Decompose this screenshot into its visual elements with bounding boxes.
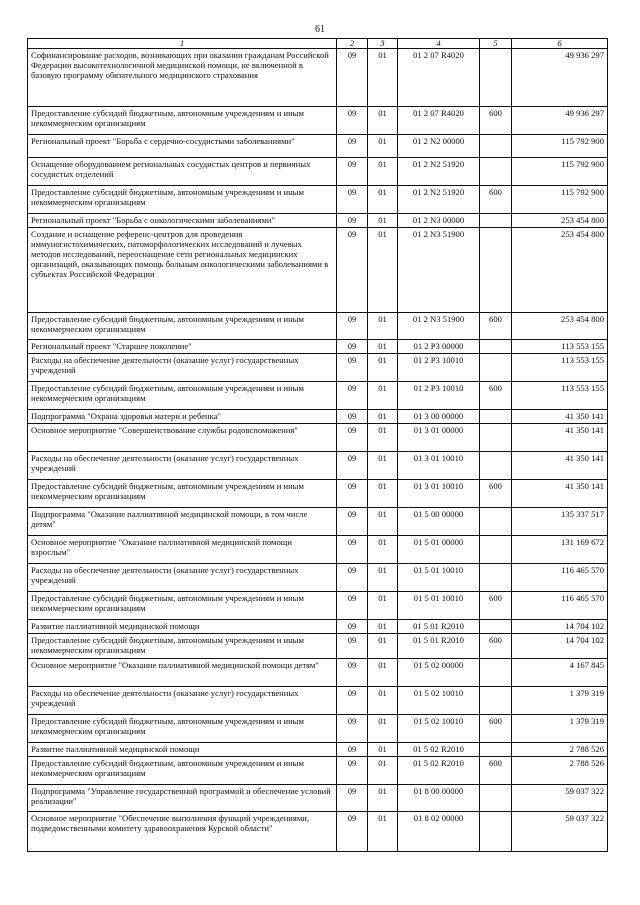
target-article-code: 01 5 02 10010 xyxy=(398,715,480,743)
target-article-code: 01 2 N2 00000 xyxy=(398,135,480,158)
subsection-code: 01 xyxy=(368,659,398,687)
expense-type-code: 600 xyxy=(480,382,512,410)
amount: 59 037 322 xyxy=(512,812,608,852)
section-code: 09 xyxy=(337,687,368,715)
subsection-code: 01 xyxy=(368,410,398,424)
table-row xyxy=(28,757,608,785)
expense-type-code: 600 xyxy=(480,592,512,620)
table-row xyxy=(28,452,608,480)
expense-type-code xyxy=(480,340,512,354)
table-row xyxy=(28,480,608,508)
section-code: 09 xyxy=(337,508,368,536)
section-code: 09 xyxy=(337,480,368,508)
row-name: Основное мероприятие "Обеспечение выполнения функций учреждениями, подведомственными комитету здравоохранения Курской области" xyxy=(28,812,337,852)
amount: 41 350 141 xyxy=(512,452,608,480)
amount: 116 465 570 xyxy=(512,592,608,620)
table-row xyxy=(28,410,608,424)
column-header: 5 xyxy=(480,39,512,49)
expense-type-code xyxy=(480,158,512,186)
target-article-code: 01 5 01 10010 xyxy=(398,564,480,592)
amount: 59 037 322 xyxy=(512,785,608,812)
section-code: 09 xyxy=(337,214,368,228)
expense-type-code xyxy=(480,354,512,382)
expense-type-code xyxy=(480,687,512,715)
row-name: Расходы на обеспечение деятельности (оказание услуг) государственных учреждений xyxy=(28,354,337,382)
row-name: Подпрограмма "Охрана здоровья матери и ребенка" xyxy=(28,410,337,424)
subsection-code: 01 xyxy=(368,508,398,536)
expense-type-code: 600 xyxy=(480,757,512,785)
target-article-code: 01 2 N3 00000 xyxy=(398,214,480,228)
amount: 41 350 141 xyxy=(512,480,608,508)
section-code: 09 xyxy=(337,382,368,410)
row-name: Предоставление субсидий бюджетным, автономным учреждениям и иным некоммерческим организациям xyxy=(28,186,337,214)
target-article-code: 01 2 N2 51920 xyxy=(398,158,480,186)
expense-type-code xyxy=(480,508,512,536)
row-name: Региональный проект "Старшее поколение" xyxy=(28,340,337,354)
table-row xyxy=(28,340,608,354)
section-code: 09 xyxy=(337,715,368,743)
target-article-code: 01 5 02 10010 xyxy=(398,687,480,715)
subsection-code: 01 xyxy=(368,480,398,508)
table-row xyxy=(28,354,608,382)
amount: 49 936 297 xyxy=(512,49,608,107)
table-row xyxy=(28,687,608,715)
table-row xyxy=(28,536,608,564)
subsection-code: 01 xyxy=(368,49,398,107)
target-article-code: 01 5 01 R2010 xyxy=(398,634,480,659)
column-header: 6 xyxy=(512,39,608,49)
section-code: 09 xyxy=(337,743,368,757)
subsection-code: 01 xyxy=(368,382,398,410)
row-name: Расходы на обеспечение деятельности (оказание услуг) государственных учреждений xyxy=(28,687,337,715)
section-code: 09 xyxy=(337,634,368,659)
subsection-code: 01 xyxy=(368,687,398,715)
target-article-code: 01 8 02 00000 xyxy=(398,812,480,852)
target-article-code: 01 2 N3 51900 xyxy=(398,313,480,340)
amount: 253 454 800 xyxy=(512,313,608,340)
target-article-code: 01 5 02 00000 xyxy=(398,659,480,687)
amount: 1 379 319 xyxy=(512,687,608,715)
section-code: 09 xyxy=(337,313,368,340)
subsection-code: 01 xyxy=(368,536,398,564)
row-name: Предоставление субсидий бюджетным, автономным учреждениям и иным некоммерческим организациям xyxy=(28,592,337,620)
row-name: Предоставление субсидий бюджетным, автономным учреждениям и иным некоммерческим организациям xyxy=(28,480,337,508)
table-row xyxy=(28,186,608,214)
expense-type-code xyxy=(480,135,512,158)
amount: 116 465 570 xyxy=(512,564,608,592)
page-number: 61 xyxy=(315,24,325,35)
target-article-code: 01 3 01 00000 xyxy=(398,424,480,452)
expense-type-code xyxy=(480,536,512,564)
table-row xyxy=(28,424,608,452)
target-article-code: 01 5 00 00000 xyxy=(398,508,480,536)
expense-type-code xyxy=(480,743,512,757)
amount: 131 169 672 xyxy=(512,536,608,564)
subsection-code: 01 xyxy=(368,634,398,659)
amount: 135 337 517 xyxy=(512,508,608,536)
row-name: Расходы на обеспечение деятельности (оказание услуг) государственных учреждений xyxy=(28,564,337,592)
subsection-code: 01 xyxy=(368,785,398,812)
expense-type-code xyxy=(480,659,512,687)
table-row xyxy=(28,508,608,536)
section-code: 09 xyxy=(337,158,368,186)
amount: 113 553 155 xyxy=(512,340,608,354)
section-code: 09 xyxy=(337,564,368,592)
subsection-code: 01 xyxy=(368,340,398,354)
subsection-code: 01 xyxy=(368,107,398,135)
table-row xyxy=(28,49,608,107)
section-code: 09 xyxy=(337,812,368,852)
expense-type-code xyxy=(480,424,512,452)
amount: 115 792 900 xyxy=(512,158,608,186)
subsection-code: 01 xyxy=(368,214,398,228)
section-code: 09 xyxy=(337,757,368,785)
table-row xyxy=(28,715,608,743)
amount: 49 936 297 xyxy=(512,107,608,135)
subsection-code: 01 xyxy=(368,812,398,852)
target-article-code: 01 8 00 00000 xyxy=(398,785,480,812)
expense-type-code xyxy=(480,812,512,852)
amount: 113 553 155 xyxy=(512,354,608,382)
table-row xyxy=(28,214,608,228)
row-name: Создание и оснащение референс-центров для проведения иммуногистохимических, патоморфологических исследований и лучевых методов исследований, переоснащение сети региональных медицинских организаций, оказывающих помощь больным онкологическими заболеваниями в субъектах Российской Федерации xyxy=(28,228,337,313)
section-code: 09 xyxy=(337,785,368,812)
table-row xyxy=(28,659,608,687)
row-name: Основное мероприятие "Совершенствование службы родовспоможения" xyxy=(28,424,337,452)
section-code: 09 xyxy=(337,228,368,313)
row-name: Региональный проект "Борьба с онкологическими заболеваниями" xyxy=(28,214,337,228)
amount: 2 788 526 xyxy=(512,757,608,785)
target-article-code: 01 3 01 10010 xyxy=(398,452,480,480)
target-article-code: 01 5 02 R2010 xyxy=(398,743,480,757)
amount: 41 350 141 xyxy=(512,424,608,452)
table-row xyxy=(28,107,608,135)
target-article-code: 01 2 N2 51920 xyxy=(398,186,480,214)
table-row xyxy=(28,564,608,592)
target-article-code: 01 2 P3 10010 xyxy=(398,354,480,382)
expense-type-code xyxy=(480,214,512,228)
row-name: Региональный проект "Борьба с сердечно-сосудистыми заболеваниями" xyxy=(28,135,337,158)
row-name: Расходы на обеспечение деятельности (оказание услуг) государственных учреждений xyxy=(28,452,337,480)
subsection-code: 01 xyxy=(368,228,398,313)
table-row xyxy=(28,785,608,812)
subsection-code: 01 xyxy=(368,620,398,634)
section-code: 09 xyxy=(337,620,368,634)
subsection-code: 01 xyxy=(368,186,398,214)
row-name: Предоставление субсидий бюджетным, автономным учреждениям и иным некоммерческим организациям xyxy=(28,107,337,135)
amount: 1 379 319 xyxy=(512,715,608,743)
subsection-code: 01 xyxy=(368,743,398,757)
expense-type-code xyxy=(480,452,512,480)
row-name: Предоставление субсидий бюджетным, автономным учреждениям и иным некоммерческим организациям xyxy=(28,715,337,743)
row-name: Развитие паллиативной медицинской помощи xyxy=(28,620,337,634)
section-code: 09 xyxy=(337,107,368,135)
section-code: 09 xyxy=(337,592,368,620)
amount: 14 704 102 xyxy=(512,634,608,659)
row-name: Подпрограмма "Управление государственной программой и обеспечение условий реализации" xyxy=(28,785,337,812)
column-header: 4 xyxy=(398,39,480,49)
target-article-code: 01 3 01 10010 xyxy=(398,480,480,508)
expense-type-code xyxy=(480,620,512,634)
row-name: Основное мероприятие "Оказание паллиативной медицинской помощи детям" xyxy=(28,659,337,687)
section-code: 09 xyxy=(337,186,368,214)
section-code: 09 xyxy=(337,49,368,107)
amount: 41 350 141 xyxy=(512,410,608,424)
table-row xyxy=(28,620,608,634)
section-code: 09 xyxy=(337,659,368,687)
section-code: 09 xyxy=(337,135,368,158)
subsection-code: 01 xyxy=(368,354,398,382)
expense-type-code: 600 xyxy=(480,480,512,508)
expense-type-code xyxy=(480,564,512,592)
subsection-code: 01 xyxy=(368,158,398,186)
target-article-code: 01 3 00 00000 xyxy=(398,410,480,424)
column-header: 1 xyxy=(28,39,337,49)
target-article-code: 01 2 P3 10010 xyxy=(398,382,480,410)
expense-type-code: 600 xyxy=(480,107,512,135)
table-row xyxy=(28,135,608,158)
amount: 253 454 800 xyxy=(512,214,608,228)
table-row xyxy=(28,634,608,659)
target-article-code: 01 5 01 10010 xyxy=(398,592,480,620)
expense-type-code: 600 xyxy=(480,313,512,340)
amount: 14 704 102 xyxy=(512,620,608,634)
subsection-code: 01 xyxy=(368,757,398,785)
target-article-code: 01 5 01 R2010 xyxy=(398,620,480,634)
section-code: 09 xyxy=(337,536,368,564)
subsection-code: 01 xyxy=(368,564,398,592)
row-name: Подпрограмма "Оказание паллиативной медицинской помощи, в том числе детям" xyxy=(28,508,337,536)
subsection-code: 01 xyxy=(368,452,398,480)
amount: 115 792 900 xyxy=(512,135,608,158)
target-article-code: 01 2 P3 00000 xyxy=(398,340,480,354)
table-row xyxy=(28,812,608,852)
row-name: Предоставление субсидий бюджетным, автономным учреждениям и иным некоммерческим организациям xyxy=(28,634,337,659)
row-name: Предоставление субсидий бюджетным, автономным учреждениям и иным некоммерческим организациям xyxy=(28,757,337,785)
expense-type-code: 600 xyxy=(480,186,512,214)
section-code: 09 xyxy=(337,452,368,480)
row-name: Предоставление субсидий бюджетным, автономным учреждениям и иным некоммерческим организациям xyxy=(28,382,337,410)
column-header: 2 xyxy=(337,39,368,49)
section-code: 09 xyxy=(337,354,368,382)
expense-type-code xyxy=(480,410,512,424)
subsection-code: 01 xyxy=(368,592,398,620)
target-article-code: 01 5 01 00000 xyxy=(398,536,480,564)
column-header-row xyxy=(28,39,608,49)
target-article-code: 01 2 N3 51900 xyxy=(398,228,480,313)
amount: 253 454 800 xyxy=(512,228,608,313)
subsection-code: 01 xyxy=(368,424,398,452)
column-header: 3 xyxy=(368,39,398,49)
table-row xyxy=(28,743,608,757)
row-name: Основное мероприятие "Оказание паллиативной медицинской помощи взрослым" xyxy=(28,536,337,564)
expense-type-code xyxy=(480,49,512,107)
row-name: Софинансирование расходов, возникающих при оказании гражданам Российской Федерации высокотехнологичной медицинской помощи, не включенной в базовую программу обязательного медицинского страхования xyxy=(28,49,337,107)
subsection-code: 01 xyxy=(368,715,398,743)
amount: 4 167 845 xyxy=(512,659,608,687)
expense-type-code: 600 xyxy=(480,715,512,743)
amount: 113 553 155 xyxy=(512,382,608,410)
subsection-code: 01 xyxy=(368,313,398,340)
section-code: 09 xyxy=(337,424,368,452)
amount: 115 792 900 xyxy=(512,186,608,214)
row-name: Оснащение оборудованием региональных сосудистых центров и первичных сосудистых отделений xyxy=(28,158,337,186)
row-name: Развитие паллиативной медицинской помощи xyxy=(28,743,337,757)
target-article-code: 01 2 07 R4020 xyxy=(398,49,480,107)
section-code: 09 xyxy=(337,410,368,424)
table-row xyxy=(28,382,608,410)
target-article-code: 01 5 02 R2010 xyxy=(398,757,480,785)
target-article-code: 01 2 07 R4020 xyxy=(398,107,480,135)
subsection-code: 01 xyxy=(368,135,398,158)
row-name: Предоставление субсидий бюджетным, автономным учреждениям и иным некоммерческим организациям xyxy=(28,313,337,340)
table-row xyxy=(28,228,608,313)
expense-type-code xyxy=(480,785,512,812)
table-row xyxy=(28,313,608,340)
expense-type-code xyxy=(480,228,512,313)
amount: 2 788 526 xyxy=(512,743,608,757)
table-row xyxy=(28,158,608,186)
budget-table xyxy=(27,38,608,852)
expense-type-code: 600 xyxy=(480,634,512,659)
section-code: 09 xyxy=(337,340,368,354)
table-row xyxy=(28,592,608,620)
